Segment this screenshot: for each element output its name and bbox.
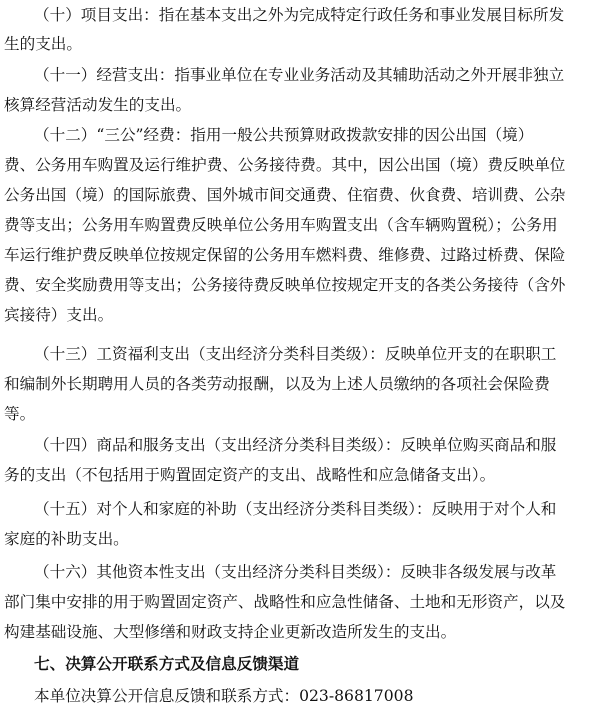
paragraph-14-line-2: 务的支出（不包括用于购置固定资产的支出、战略性和应急储备支出）。 [4, 466, 496, 484]
paragraph-10-line-1: （十）项目支出：指在基本支出之外为完成特定行政任务和事业发展目标所发 [34, 6, 565, 24]
paragraph-12-line-3: 公务出国（境）的国际旅费、国外城市间交通费、住宿费、伙食费、培训费、公杂 [4, 186, 566, 204]
paragraph-12-line-2: 费、公务用车购置及运行维护费、公务接待费。其中，因公出国（境）费反映单位 [4, 156, 566, 174]
paragraph-13-line-2: 和编制外长期聘用人员的各类劳动报酬，以及为上述人员缴纳的各项社会保险费 [4, 375, 550, 393]
paragraph-11-line-2: 核算经营活动发生的支出。 [4, 96, 192, 114]
paragraph-11-line-1: （十一）经营支出：指事业单位在专业业务活动及其辅助活动之外开展非独立 [34, 66, 565, 84]
section-heading: 七、决算公开联系方式及信息反馈渠道 [34, 655, 300, 673]
paragraph-12-line-1: （十二）“三公”经费：指用一般公共预算财政拨款安排的因公出国（境） [34, 126, 534, 144]
paragraph-15-line-1: （十五）对个人和家庭的补助（支出经济分类科目类级）：反映用于对个人和 [34, 500, 557, 518]
paragraph-10-line-2: 生的支出。 [4, 35, 82, 53]
paragraph-13-line-3: 等。 [4, 405, 36, 423]
paragraph-12-line-7: 宾接待）支出。 [4, 306, 114, 324]
paragraph-16-line-3: 构建基础设施、大型修缮和财政支持企业更新改造所发生的支出。 [4, 623, 457, 641]
paragraph-14-line-1: （十四）商品和服务支出（支出经济分类科目类级）：反映单位购买商品和服 [34, 436, 557, 454]
contact-line: 本单位决算公开信息反馈和联系方式：023-86817008 [34, 687, 414, 705]
paragraph-12-line-5: 车运行维护费反映单位按规定保留的公务用车燃料费、维修费、过路过桥费、保险 [4, 246, 566, 264]
paragraph-13-line-1: （十三）工资福利支出（支出经济分类科目类级）：反映单位开支的在职职工 [34, 345, 557, 363]
paragraph-15-line-2: 家庭的补助支出。 [4, 530, 129, 548]
paragraph-16-line-2: 部门集中安排的用于购置固定资产、战略性和应急性储备、土地和无形资产，以及 [4, 593, 566, 611]
paragraph-12-line-4: 费等支出；公务用车购置费反映单位公务用车购置支出（含车辆购置税）；公务用 [4, 216, 558, 234]
paragraph-16-line-1: （十六）其他资本性支出（支出经济分类科目类级）：反映非各级发展与改革 [34, 563, 557, 581]
paragraph-12-line-6: 费、安全奖励费用等支出；公务接待费反映单位按规定开支的各类公务接待（含外 [4, 276, 566, 294]
